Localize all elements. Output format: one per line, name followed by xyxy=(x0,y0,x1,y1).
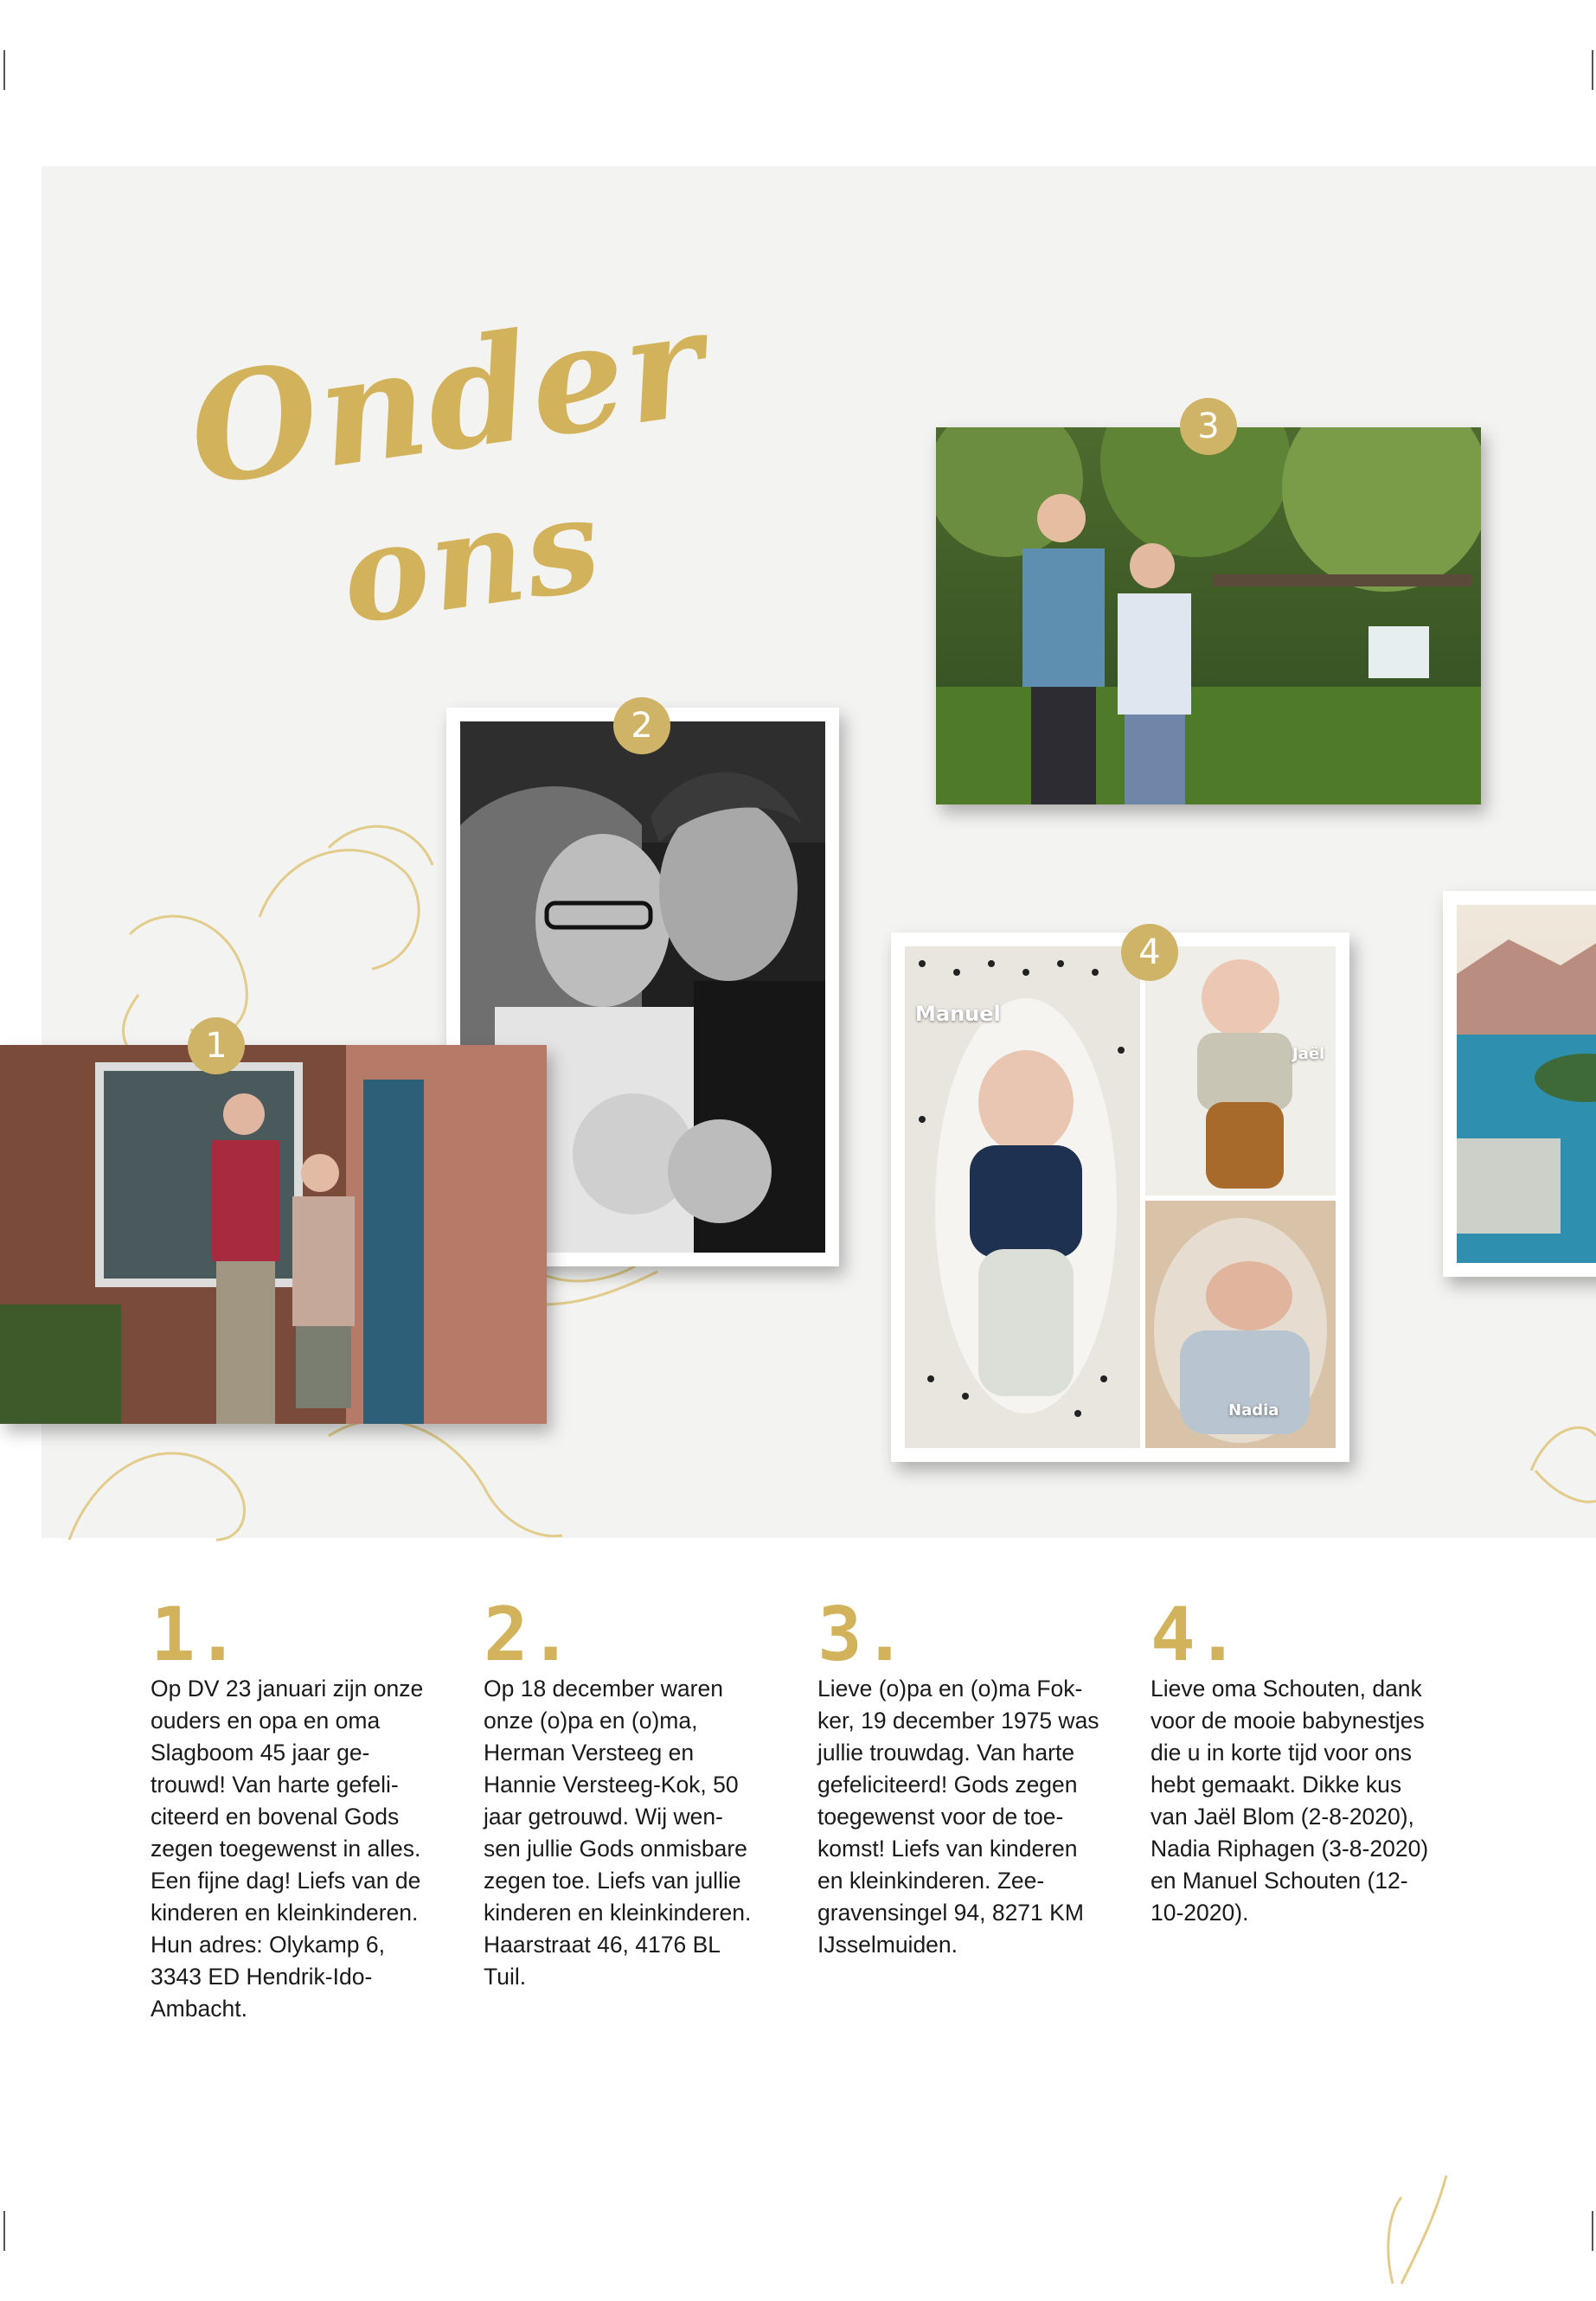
caption-column-2 xyxy=(484,1592,786,1993)
caption-text-3: Lieve (o)pa en (o)ma Fok- ker, 19 december 1975 was jullie trouwdag. Van harte gefeliciteerd! Gods zegen toegewenst voor de toe- komst! Liefs van kinderen en kleinkinderen. Zee- gravensingel 94, 8271 KM IJsselmuiden. xyxy=(817,1676,1099,1958)
baby-name-jael: Jaël xyxy=(1292,1045,1325,1063)
photo-couple-waterfall xyxy=(936,427,1481,804)
photo-3-badge: 3 xyxy=(1180,398,1237,455)
caption-number-2: 2. xyxy=(484,1592,574,1678)
photo-couple-house xyxy=(0,1045,547,1424)
caption-column-3 xyxy=(817,1592,1120,1961)
caption-text-4: Lieve oma Schouten, dank voor de mooie babynestjes die u in korte tijd voor ons hebt gemaakt. Dikke kus van Jaël Blom (2-8-2020), Nadia Riphagen (3-8-2020) en Manuel Schouten (12- 10-2020). xyxy=(1151,1676,1429,1926)
photo-5-image xyxy=(1457,905,1596,1263)
photo-1-image xyxy=(0,1045,547,1424)
caption-number-1: 1. xyxy=(151,1592,240,1678)
baby-name-manuel: Manuel xyxy=(915,1002,1001,1026)
caption-column-1 xyxy=(151,1592,453,2025)
photo-4-badge: 4 xyxy=(1121,924,1178,981)
page-title-line1: Onder xyxy=(178,276,716,520)
caption-column-4 xyxy=(1151,1592,1453,1929)
baby-photo-manuel xyxy=(905,946,1140,1448)
caption-number-4: 4. xyxy=(1151,1592,1240,1678)
photo-1-badge: 1 xyxy=(188,1017,245,1074)
page-title-line2: ons xyxy=(332,467,611,654)
photo-landscape-partial xyxy=(1443,891,1596,1277)
caption-text-2: Op 18 december waren onze (o)pa en (o)ma, Herman Versteeg en Hannie Versteeg-Kok, 50 jaar getrouwd. Wij wen- sen jullie Gods onmisbare zegen toe. Liefs van jullie kinderen en kleinkinderen. Haarstraat 46, 4176 BL Tuil. xyxy=(484,1676,752,1990)
baby-name-nadia: Nadia xyxy=(1228,1401,1279,1420)
photo-2-badge: 2 xyxy=(613,697,670,754)
baby-photo-jael xyxy=(1145,946,1336,1195)
caption-number-3: 3. xyxy=(817,1592,907,1678)
photo-3-image xyxy=(936,427,1481,804)
photo-baby-collage xyxy=(891,933,1349,1462)
caption-text-1: Op DV 23 januari zijn onze ouders en opa en oma Slagboom 45 jaar ge- trouwd! Van harte gefeli- citeerd en bovenal Gods zegen toegewenst in alles. Een fijne dag! Liefs van de kinderen en kleinkinderen. Hun adres: Olykamp 6, 3343 ED Hendrik-Ido- Ambacht. xyxy=(151,1676,424,2022)
baby-photo-nadia xyxy=(1145,1201,1336,1448)
